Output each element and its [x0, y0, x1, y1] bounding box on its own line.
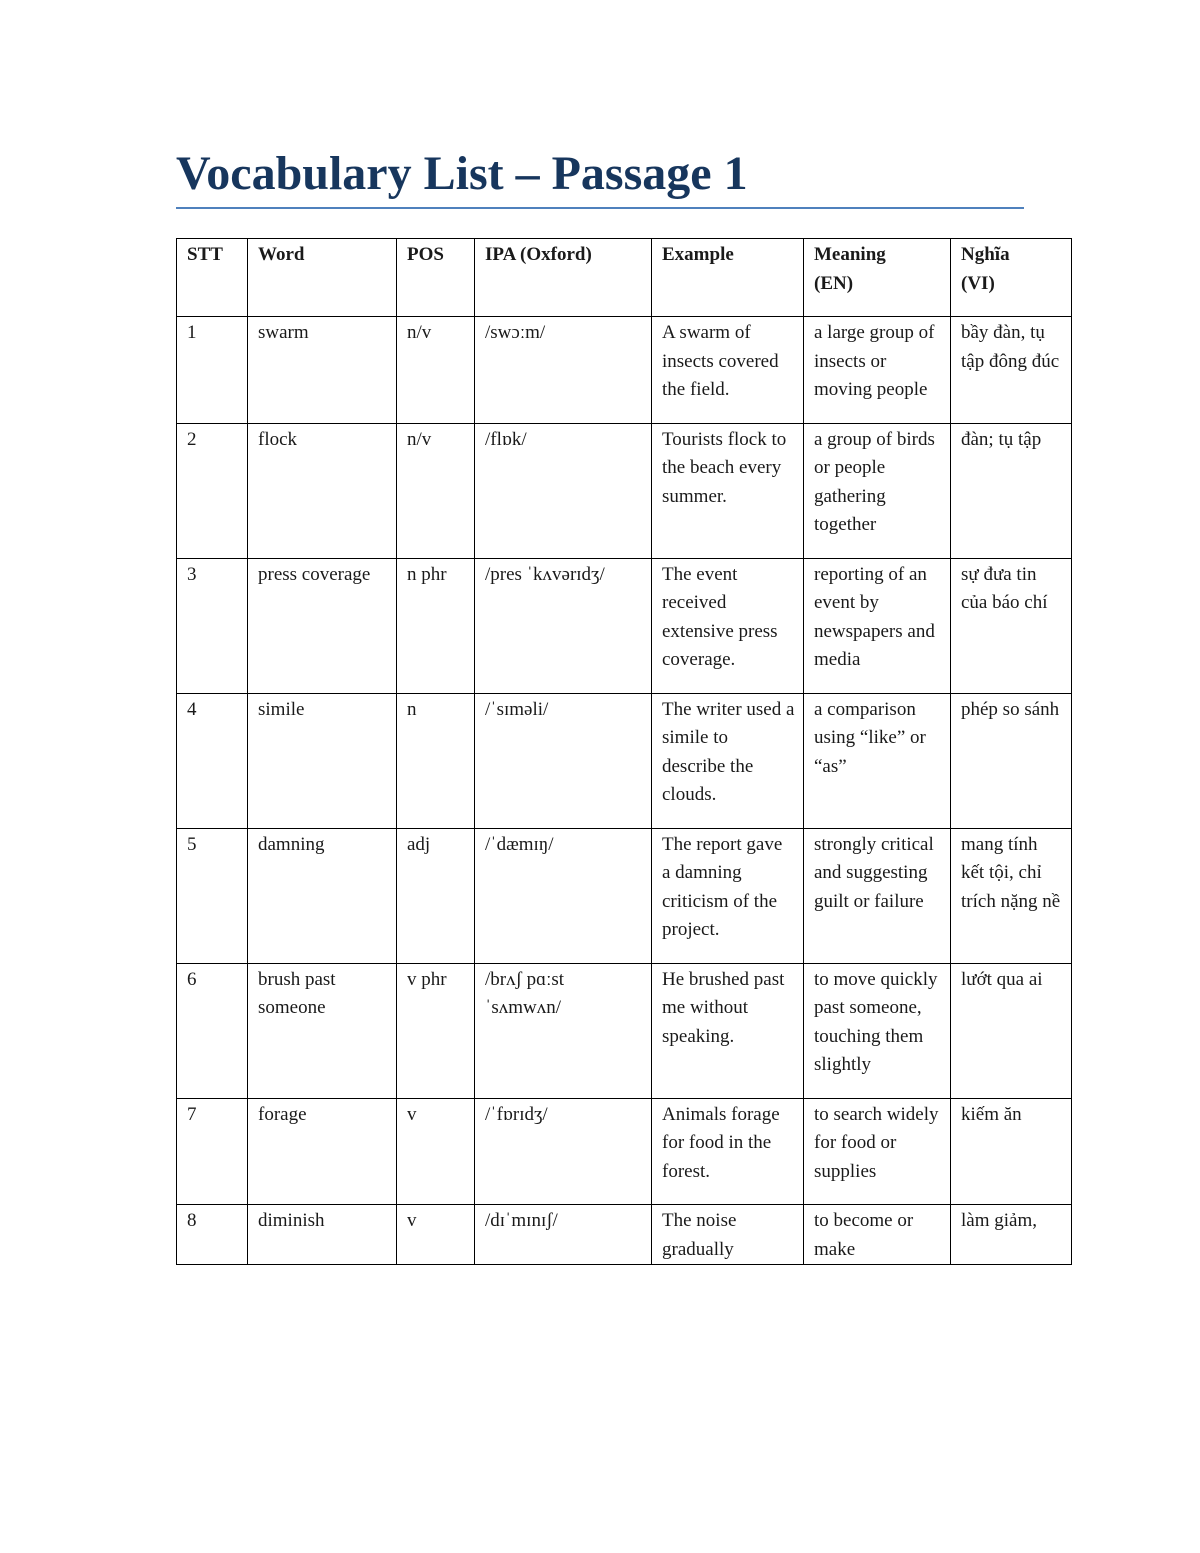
- cell-meaning-vi: làm giảm,: [951, 1205, 1072, 1265]
- table-row: [177, 963, 1072, 1098]
- cell-example: Animals forage for food in the forest.: [652, 1098, 804, 1205]
- cell-stt: 3: [177, 558, 248, 693]
- cell-pos: n: [397, 693, 475, 828]
- header-ipa: IPA (Oxford): [475, 239, 652, 317]
- cell-pos: v: [397, 1098, 475, 1205]
- cell-ipa: /dɪˈmɪnɪʃ/: [475, 1205, 652, 1265]
- cell-stt: 4: [177, 693, 248, 828]
- table-body: [177, 317, 1072, 1265]
- cell-example: Tourists flock to the beach every summer.: [652, 423, 804, 558]
- table-row: [177, 1098, 1072, 1205]
- cell-meaning-vi: đàn; tụ tập: [951, 423, 1072, 558]
- cell-meaning-en: a group of birds or people gathering together: [804, 423, 951, 558]
- cell-pos: v phr: [397, 963, 475, 1098]
- cell-example: The event received extensive press coverage.: [652, 558, 804, 693]
- cell-example: He brushed past me without speaking.: [652, 963, 804, 1098]
- cell-meaning-vi: kiếm ăn: [951, 1098, 1072, 1205]
- cell-example: A swarm of insects covered the field.: [652, 317, 804, 424]
- cell-ipa: /swɔːm/: [475, 317, 652, 424]
- table-row: [177, 1205, 1072, 1265]
- cell-stt: 5: [177, 828, 248, 963]
- header-word: Word: [248, 239, 397, 317]
- cell-stt: 6: [177, 963, 248, 1098]
- table-row: [177, 693, 1072, 828]
- cell-word: flock: [248, 423, 397, 558]
- header-example: Example: [652, 239, 804, 317]
- cell-meaning-en: a large group of insects or moving people: [804, 317, 951, 424]
- cell-word: brush past someone: [248, 963, 397, 1098]
- cell-meaning-en: a comparison using “like” or “as”: [804, 693, 951, 828]
- cell-meaning-en: to move quickly past someone, touching them slightly: [804, 963, 951, 1098]
- cell-pos: adj: [397, 828, 475, 963]
- cell-ipa: /ˈfɒrɪdʒ/: [475, 1098, 652, 1205]
- cell-word: simile: [248, 693, 397, 828]
- cell-stt: 2: [177, 423, 248, 558]
- cell-meaning-vi: sự đưa tin của báo chí: [951, 558, 1072, 693]
- cell-example: The noise gradually: [652, 1205, 804, 1265]
- header-meaning-vi: Nghĩa (VI): [951, 239, 1072, 317]
- cell-meaning-vi: mang tính kết tội, chỉ trích nặng nề: [951, 828, 1072, 963]
- cell-meaning-en: to search widely for food or supplies: [804, 1098, 951, 1205]
- table-row: [177, 423, 1072, 558]
- header-meaning-en: Meaning (EN): [804, 239, 951, 317]
- vocabulary-table: [176, 238, 1072, 1265]
- cell-word: damning: [248, 828, 397, 963]
- cell-example: The report gave a damning criticism of the project.: [652, 828, 804, 963]
- page-title: Vocabulary List – Passage 1: [176, 147, 748, 200]
- cell-stt: 8: [177, 1205, 248, 1265]
- header-pos: POS: [397, 239, 475, 317]
- cell-meaning-en: to become or make: [804, 1205, 951, 1265]
- cell-pos: v: [397, 1205, 475, 1265]
- table-header-row: [177, 239, 1072, 317]
- cell-ipa: /flɒk/: [475, 423, 652, 558]
- cell-pos: n phr: [397, 558, 475, 693]
- cell-ipa: /brʌʃ pɑːst ˈsʌmwʌn/: [475, 963, 652, 1098]
- cell-example: The writer used a simile to describe the clouds.: [652, 693, 804, 828]
- cell-stt: 1: [177, 317, 248, 424]
- cell-pos: n/v: [397, 317, 475, 424]
- cell-word: forage: [248, 1098, 397, 1205]
- cell-meaning-en: strongly critical and suggesting guilt or failure: [804, 828, 951, 963]
- cell-word: diminish: [248, 1205, 397, 1265]
- cell-meaning-vi: phép so sánh: [951, 693, 1072, 828]
- cell-pos: n/v: [397, 423, 475, 558]
- cell-stt: 7: [177, 1098, 248, 1205]
- cell-meaning-vi: lướt qua ai: [951, 963, 1072, 1098]
- cell-ipa: /ˈsɪməli/: [475, 693, 652, 828]
- cell-ipa: /pres ˈkʌvərɪdʒ/: [475, 558, 652, 693]
- header-stt: STT: [177, 239, 248, 317]
- table-row: [177, 558, 1072, 693]
- table-row: [177, 828, 1072, 963]
- table-row: [177, 317, 1072, 424]
- cell-word: swarm: [248, 317, 397, 424]
- cell-meaning-en: reporting of an event by newspapers and media: [804, 558, 951, 693]
- cell-word: press coverage: [248, 558, 397, 693]
- cell-ipa: /ˈdæmɪŋ/: [475, 828, 652, 963]
- cell-meaning-vi: bầy đàn, tụ tập đông đúc: [951, 317, 1072, 424]
